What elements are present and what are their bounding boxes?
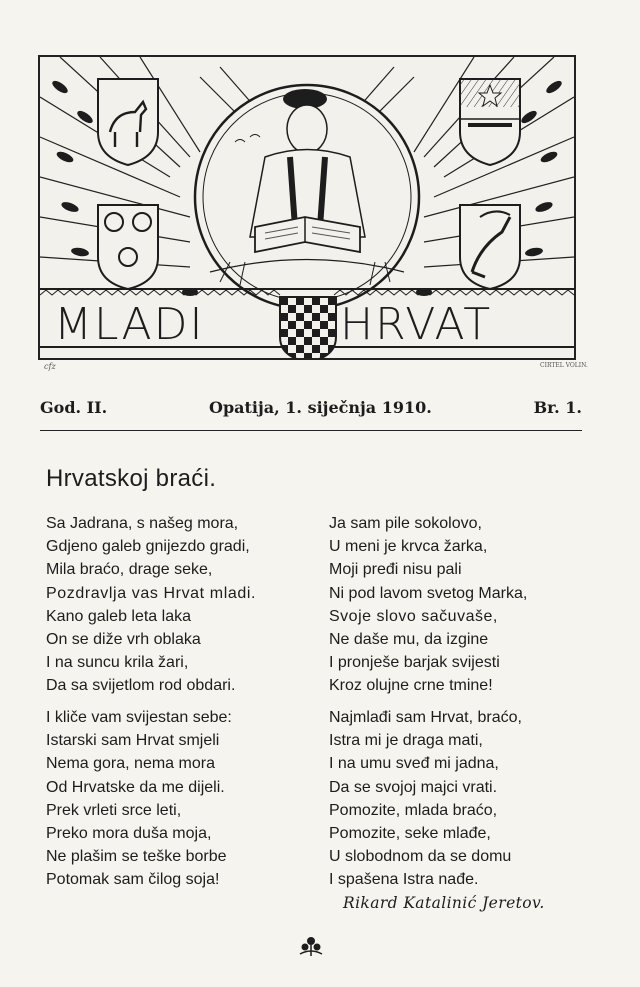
volume-label: God. II. xyxy=(40,398,108,417)
verse-line: I na suncu krila žari, xyxy=(46,654,189,672)
verse-line: Pomozite, mlada braćo, xyxy=(329,801,498,819)
engraver-mark: CIRTEL VOLIN. xyxy=(540,362,588,369)
stanza-left-1 xyxy=(46,512,256,698)
verse-line: Gdjeno galeb gnijezdo gradi, xyxy=(46,538,250,556)
verse-line: I pronješe barjak svijesti xyxy=(329,654,500,672)
verse-line: Potomak sam čilog soja! xyxy=(46,871,220,889)
verse-line: Pozdravlja vas Hrvat mladi. xyxy=(46,584,257,602)
poem-title: Hrvatskoj braći. xyxy=(46,465,217,492)
poem-author: Rikard Katalinić Jeretov. xyxy=(343,894,545,912)
place-date: Opatija, 1. siječnja 1910. xyxy=(209,398,432,417)
verse-line: Nema gora, nema mora xyxy=(46,755,215,773)
reading-boy-medallion xyxy=(195,85,419,309)
stanza-right-1 xyxy=(329,512,527,698)
masthead-illustration xyxy=(38,55,576,360)
verse-line: Najmlađi sam Hrvat, braćo, xyxy=(329,709,522,726)
verse-line: Ne plašim se teške borbe xyxy=(46,848,227,866)
verse-line: Ja sam pile sokolovo, xyxy=(329,515,482,532)
verse-line: Da se svojoj majci vrati. xyxy=(329,778,498,796)
verse-line: Ni pod lavom svetog Marka, xyxy=(329,584,528,602)
arm-with-sabre-shield-icon xyxy=(460,205,520,289)
verse-line: Od Hrvatske da me dijeli. xyxy=(46,778,225,796)
stanza-right-2 xyxy=(329,706,522,892)
verse-line: Istra mi je draga mati, xyxy=(329,732,483,750)
verse-line: Preko mora duša moja, xyxy=(46,825,212,843)
verse-line: Pomozite, seke mlađe, xyxy=(329,825,491,843)
verse-line: Svoje slovo sačuvaše, xyxy=(329,607,498,625)
verse-line: I kliče vam svijestan sebe: xyxy=(46,709,232,726)
verse-line: Moji pređi nisu pali xyxy=(329,561,462,579)
masthead-svg xyxy=(40,57,574,358)
verse-line: Mila braćo, drage seke, xyxy=(46,561,213,579)
verse-line: I na umu sveđ mi jadna, xyxy=(329,755,499,773)
stanza-left-2 xyxy=(46,706,232,892)
verse-line: U meni je krvca žarka, xyxy=(329,538,488,556)
verse-line: U slobodnom da se domu xyxy=(329,848,512,866)
verse-line: Kroz olujne crne tmine! xyxy=(329,677,493,695)
header-rule xyxy=(40,430,582,431)
verse-line: On se diže vrh oblaka xyxy=(46,631,201,649)
verse-line: I spašena Istra nađe. xyxy=(329,871,479,889)
checkerboard-shield-icon xyxy=(280,297,336,358)
masthead-title-right: HRVAT xyxy=(340,299,493,350)
verse-line: Prek vrleti srce leti, xyxy=(46,801,182,819)
star-moon-shield-icon xyxy=(460,79,520,165)
trefoil-ornament-icon xyxy=(294,934,328,964)
verse-line: Sa Jadrana, s našeg mora, xyxy=(46,515,239,532)
verse-line: Istarski sam Hrvat smjeli xyxy=(46,732,220,750)
issue-number: Br. 1. xyxy=(533,398,582,417)
masthead-title-left: MLADI xyxy=(54,299,205,350)
verse-line: Kano galeb leta laka xyxy=(46,607,191,625)
goat-shield-icon xyxy=(98,79,158,165)
leopard-heads-shield-icon xyxy=(98,205,158,289)
verse-line: Da sa svijetlom rod obdari. xyxy=(46,677,236,695)
artist-mark: cfz xyxy=(44,362,56,371)
issue-line xyxy=(40,398,582,417)
verse-line: Ne daše mu, da izgine xyxy=(329,631,489,649)
